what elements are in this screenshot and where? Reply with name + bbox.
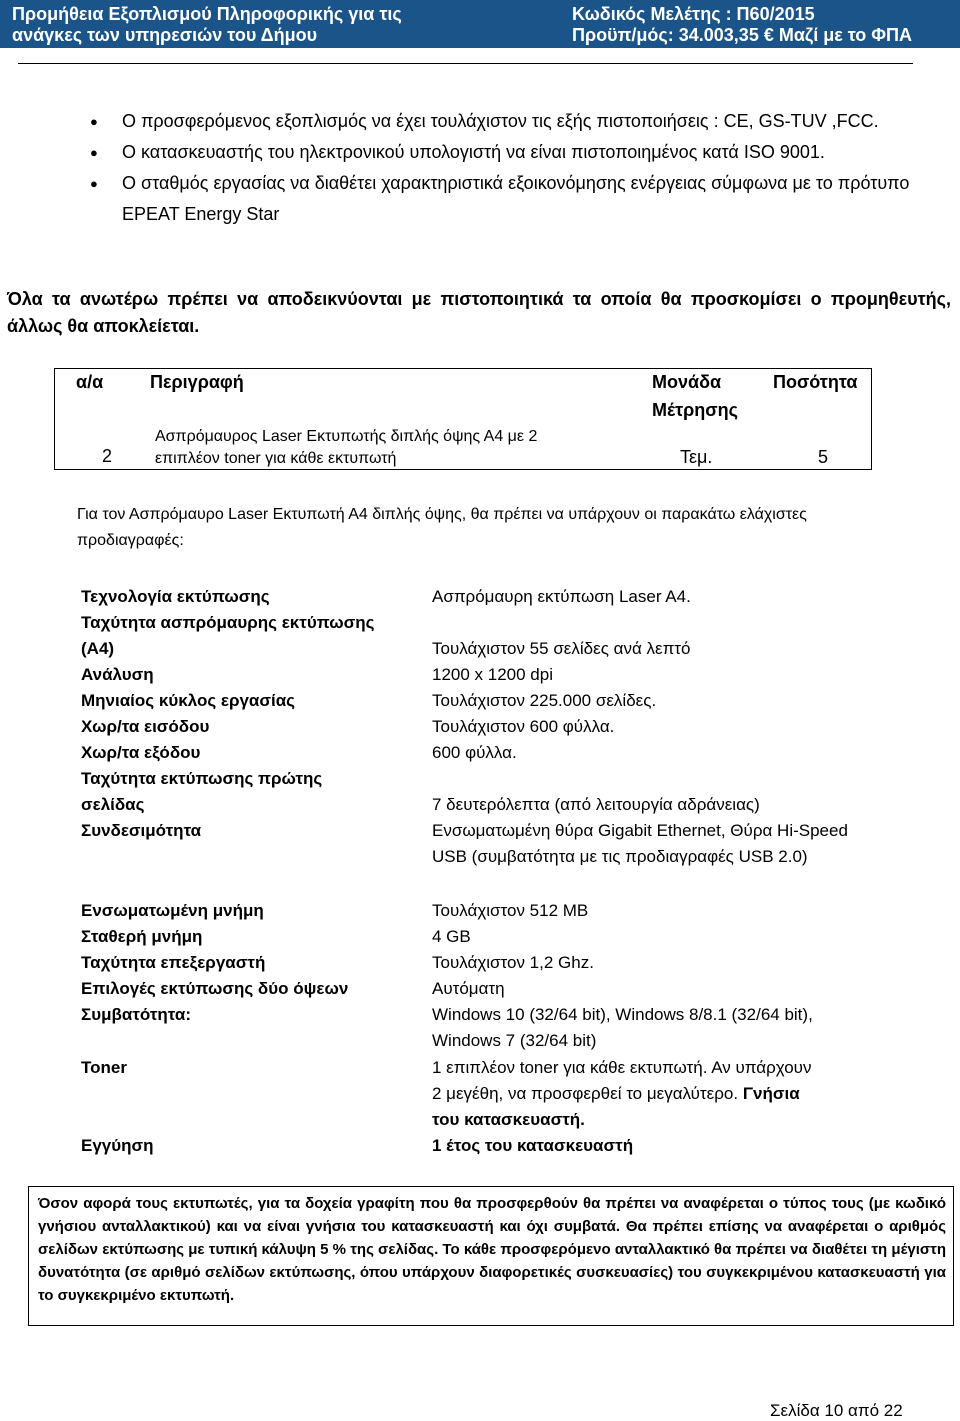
spec-value: 600 φύλλα. [432,743,517,762]
header-title-line1: Προμήθεια Εξοπλισμού Πληροφορικής για τις [12,4,402,24]
certification-note: Όλα τα ανωτέρω πρέπει να αποδεικνύονται με πιστοποιητικά τα οποία θα προσκομίσει ο προμηθευτής, άλλως θα αποκλείεται. [7,289,951,336]
spec-label: Συνδεσιμότητα [81,821,202,840]
spec-label: Τεχνολογία εκτύπωσης [81,587,270,606]
spec-label-continued: (A4) [81,639,115,658]
spec-value: Αυτόματη [432,979,505,998]
list-item: ● Ο προσφερόμενος εξοπλισμός να έχει τουλάχιστον τις εξής πιστοποιήσεις : CE, GS-TUV ,FCC. [90,106,950,137]
row-quantity: 5 [818,447,829,467]
spec-label: Μηνιαίος κύκλος εργασίας [81,691,296,710]
spec-value [432,1055,812,1133]
spec-label: Toner [81,1058,127,1077]
spec-value: Ασπρόμαυρη εκτύπωση Laser A4. [432,587,691,606]
spec-label: Χωρ/τα εισόδου [81,717,210,736]
spec-label: Ταχύτητα επεξεργαστή [81,953,266,972]
row-aa: 2 [102,446,113,466]
requirements-list [90,106,950,230]
spec-value: Τουλάχιστον 225.000 σελίδες. [432,691,657,710]
spec-value: Τουλάχιστον 55 σελίδες ανά λεπτό [432,639,691,658]
spec-value-emphasis: Γνήσια του κατασκευαστή. [432,1084,800,1129]
spec-label: Ενσωματωμένη μνήμη [81,901,264,920]
col-header-description: Περιγραφή [150,372,244,392]
spec-value: 1200 x 1200 dpi [432,665,553,684]
header-left [12,4,402,46]
spec-label: Εγγύηση [81,1136,154,1155]
spec-value: 4 GB [432,927,471,946]
spec-value: Τουλάχιστον 512 MB [432,901,589,920]
spec-value: 1 έτος του κατασκευαστή [432,1136,634,1155]
spec-value: 7 δευτερόλεπτα (από λειτουργία αδράνειας) [432,795,760,814]
spec-label: Ταχύτητα εκτύπωσης πρώτης [81,769,323,788]
page-header [0,0,960,48]
header-budget: Προϋπ/μός: 34.003,35 € Μαζί με το ΦΠΑ [572,25,913,45]
spec-label: Ανάλυση [81,665,154,684]
spec-intro: Για τον Ασπρόμαυρο Laser Εκτυπωτή Α4 διπλής όψης, θα πρέπει να υπάρχουν οι παρακάτω ελάχιστες προδιαγραφές: [77,506,807,549]
header-right [572,4,912,46]
toner-note: Όσον αφορά τους εκτυπωτές, για τα δοχεία γραφίτη που θα προσφερθούν θα πρέπει να αναφέρεται ο τύπος τους (με κωδικό γνήσιου ανταλλακτικού) και να είναι γνήσια του κατασκευαστή και όχι συμβατά. Θα πρέπει επίσης να αναφέρεται ο αριθμός σελίδων εκτύπωσης με τυπική κάλυψη 5 % της σελίδας. Το κάθε προσφερόμενο ανταλλακτικό θα πρέπει να διαθέτει τη μέγιστη δυνατότητα (σε αριθμό σελίδων εκτύπωσης, όπου υπάρχουν διαφορετικές συσκευασίες) του συγκεκριμένου κατασκευαστή για το συγκεκριμένο εκτυπωτή. [38,1195,946,1304]
row-description-line1: Ασπρόμαυρος Laser Εκτυπωτής διπλής όψης Α4 με 2 [155,428,538,445]
list-item: ● Ο σταθμός εργασίας να διαθέτει χαρακτηριστικά εξοικονόμησης ενέργειας σύμφωνα με το πρότυπο EPEAT Energy Star [90,168,950,230]
spec-label-continued: σελίδας [81,795,145,814]
header-title-line2: ανάγκες των υπηρεσιών του Δήμου [12,25,318,45]
spec-value-text: 1 επιπλέον toner για κάθε εκτυπωτή. Αν υπάρχουν 2 μεγέθη, να προσφερθεί το μεγαλύτερο. [432,1058,812,1103]
header-divider [18,63,913,64]
col-header-unit-line1: Μονάδα [652,372,722,392]
header-study-code: Κωδικός Μελέτης : Π60/2015 [572,4,815,24]
spec-value: Τουλάχιστον 600 φύλλα. [432,717,615,736]
spec-value: Ενσωματωμένη θύρα Gigabit Ethernet, Θύρα Hi-Speed USB (συμβατότητα με τις προδιαγραφές USB 2.0) [432,821,848,866]
spec-label: Σταθερή μνήμη [81,927,203,946]
spec-label: Ταχύτητα ασπρόμαυρης εκτύπωσης [81,613,375,632]
col-header-unit-line2: Μέτρησης [652,400,738,420]
spec-label: Επιλογές εκτύπωσης δύο όψεων [81,979,349,998]
col-header-aa: α/α [76,372,104,392]
spec-label: Χωρ/τα εξόδου [81,743,201,762]
page-number: Σελίδα 10 από 22 [770,1401,903,1420]
row-unit: Τεμ. [680,447,713,467]
col-header-quantity: Ποσότητα [773,372,858,392]
spec-value: Windows 10 (32/64 bit), Windows 8/8.1 (32/64 bit), Windows 7 (32/64 bit) [432,1005,813,1050]
spec-value: Τουλάχιστον 1,2 Ghz. [432,953,594,972]
list-item: ● Ο κατασκευαστής του ηλεκτρονικού υπολογιστή να είναι πιστοποιημένος κατά ISO 9001. [90,137,950,168]
row-description-line2: επιπλέον toner για κάθε εκτυπωτή [155,450,397,467]
spec-label: Συμβατότητα: [81,1005,192,1024]
